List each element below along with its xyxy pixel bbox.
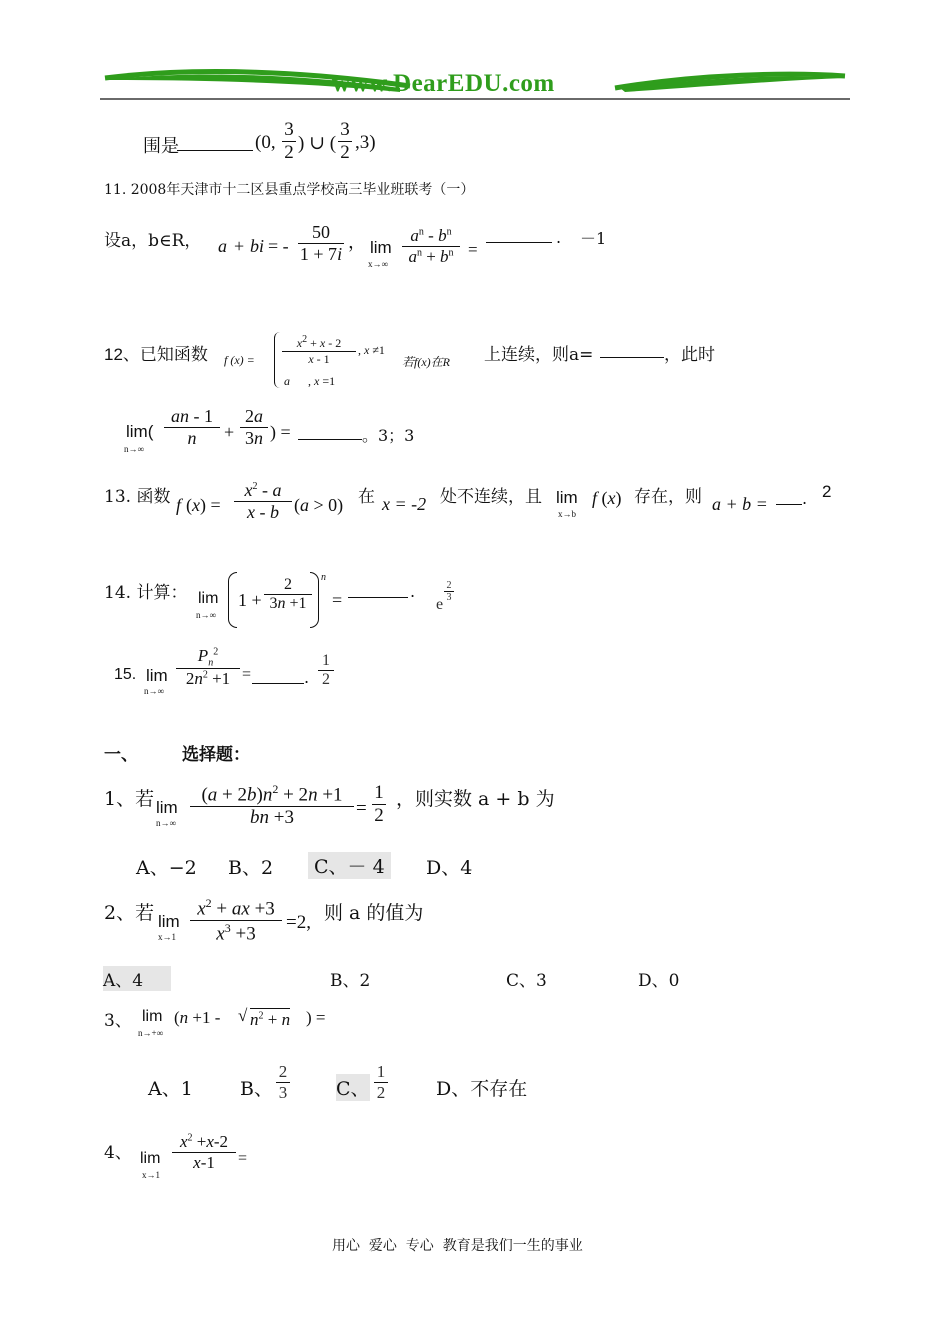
c4-lead: 4、 xyxy=(104,1143,132,1163)
q14-answer: e $\frac{2}{3}$ xyxy=(436,580,460,620)
c2-tail: 则 a 的值为 xyxy=(324,902,424,924)
q14-period: . xyxy=(410,582,416,601)
c1-expr: lim n→∞ $\frac{(a + 2b)n^2 + 2n +1}{bn +3}$ = $\frac{1}{2}$ xyxy=(156,782,396,840)
q11-period: . xyxy=(556,228,562,247)
q11-blank xyxy=(486,241,552,243)
q13-expr: a + b = xyxy=(712,494,768,514)
footer-motto: 用心 爱心 专心 教育是我们一生的事业 xyxy=(332,1238,583,1254)
q12-limit: lim( n→∞ $\frac{an - 1}{n}$ + $\frac{2a}{3n}$ ) = xyxy=(124,406,291,454)
q13-answer: 2 xyxy=(822,482,832,501)
section-number: 一、 xyxy=(104,745,138,764)
q13-point: x = -2 xyxy=(382,494,427,514)
c2-lead: 2、若 xyxy=(104,902,155,924)
top-line-prefix: 围是 xyxy=(143,136,179,157)
q13-period: . xyxy=(802,489,808,508)
q11-limit: lim x→∞ $\frac{a^n - b^n}{a^n + b^n}$ = xyxy=(368,226,478,269)
c2-option-a[interactable]: A、4 xyxy=(103,966,171,991)
c1-tail: ，则实数 a + b 为 xyxy=(396,788,555,810)
q12-blank-limit xyxy=(298,438,362,440)
c4-expr: lim x→1 $\frac{x^2 +x-2}{x-1}$ = xyxy=(140,1132,248,1180)
site-logo-text: www.DearEDU.com xyxy=(332,70,555,97)
q15-blank xyxy=(252,682,304,684)
c1-option-c[interactable]: C、－ 4 xyxy=(308,852,391,879)
q11-answer: －1 xyxy=(580,229,607,248)
q11-title: 11. 2008年天津市十二区县重点学校高三毕业班联考（一） xyxy=(104,182,475,198)
section-title: 选择题： xyxy=(182,745,250,764)
q14-lead: 14. 计算： xyxy=(104,583,188,603)
q13-func: f (x) = $\frac{x^2 - a}{x - b}$ (a > 0) xyxy=(176,480,344,522)
c3-lead: 3、 xyxy=(104,1011,132,1031)
q15-period: . xyxy=(304,668,310,687)
q14-expr: lim n→∞ 1 + $\frac{2}{3n +1}$ n = xyxy=(196,572,356,632)
top-line-blank xyxy=(177,149,253,151)
c3-option-a[interactable]: A、1 xyxy=(148,1078,193,1100)
c1-lead: 1、若 xyxy=(104,788,155,810)
q13-mid2: 处不连续，且 xyxy=(440,487,542,507)
q12-lead: 12、已知函数 xyxy=(104,345,208,364)
q13-blank xyxy=(776,503,802,505)
q13-mid3: 存在，则 xyxy=(634,487,702,507)
q12-tail2: ，此时 xyxy=(664,345,715,365)
c2-option-d[interactable]: D、0 xyxy=(638,971,680,991)
c3-expr: lim n→+∞ (n +1 - √ $n^2 + n$ ) = xyxy=(138,1006,326,1038)
header-banner xyxy=(100,66,850,106)
c3-option-b[interactable]: B、 $\frac{2}{3}$ xyxy=(240,1062,296,1114)
top-line-answer: (0, $\frac{3}{2}$ ) ∪ ( $\frac{3}{2}$ ,3) xyxy=(255,119,376,163)
c1-option-a[interactable]: A、−2 xyxy=(136,857,197,879)
q14-blank xyxy=(348,596,408,598)
q13-mid1: 在 xyxy=(358,487,375,507)
q12-blank-a xyxy=(600,356,664,358)
q15-answer: $\frac{1}{2}$ xyxy=(318,652,334,696)
q12-piecewise: f (x) = $\frac{x^2 + x - 2}{x - 1}$ , x ≠1 a , x =1 若f(x)在R xyxy=(224,334,450,388)
q15-lead: 15. xyxy=(114,666,137,683)
q15-expr: lim n→∞ $\frac{P_n^2}{2n^2 +1}$ = xyxy=(144,646,252,696)
q13-lead: 13. 函数 xyxy=(104,487,171,507)
c1-option-d[interactable]: D、4 xyxy=(426,857,473,879)
c2-option-c[interactable]: C、3 xyxy=(506,971,547,991)
q12-tail: 上连续，则a= xyxy=(484,345,594,365)
q11-lead: 设a，b∈R， xyxy=(104,231,202,251)
c2-option-b[interactable]: B、2 xyxy=(330,971,371,991)
c3-option-d[interactable]: D、不存在 xyxy=(436,1078,528,1100)
c1-option-b[interactable]: B、2 xyxy=(228,857,274,879)
q12-answer: 。3；3 xyxy=(362,426,415,445)
c2-expr: lim x→1 $\frac{x^2 + ax +3}{x^3 +3}$ =2, xyxy=(158,896,311,945)
q11-eq1: a + bi = - $\frac{50}{1 + 7i}$ ， xyxy=(218,222,366,264)
q12-condition: 若f(x)在R xyxy=(402,355,450,369)
q13-lim: lim x→b f (x) xyxy=(556,488,622,519)
c3-option-c[interactable]: C、 $\frac{1}{2}$ xyxy=(336,1062,392,1114)
